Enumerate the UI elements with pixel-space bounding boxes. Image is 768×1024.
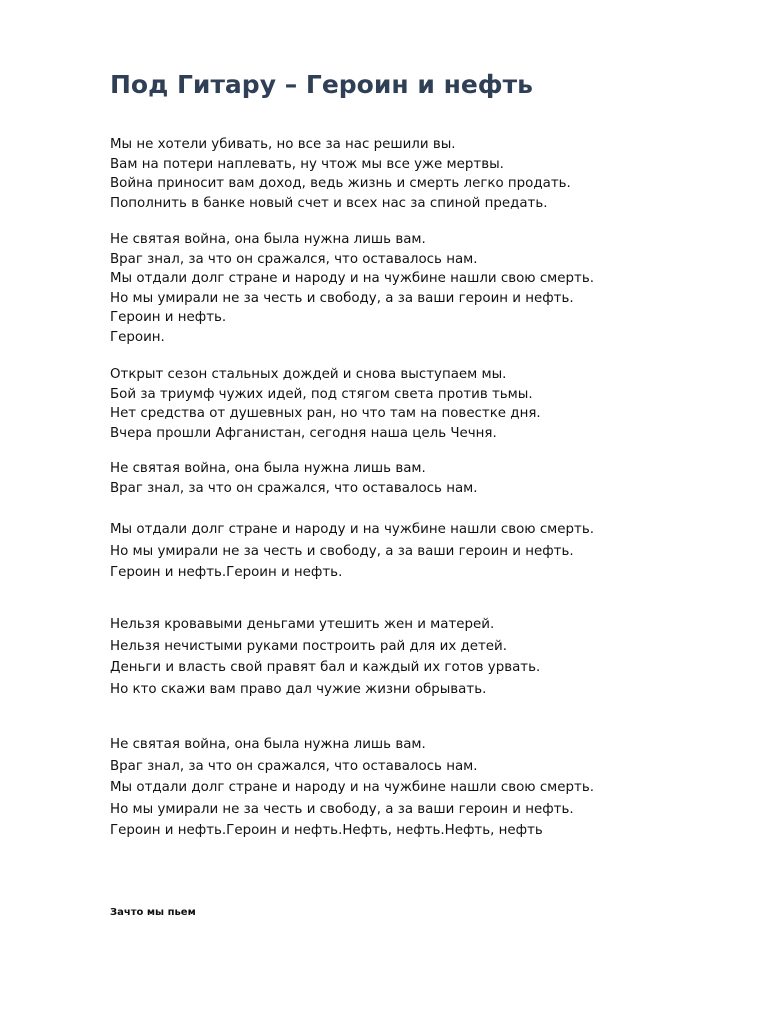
lyric-line: Война приносит вам доход, ведь жизнь и смерть легко продать. xyxy=(110,176,571,191)
lyric-line: Не святая война, она была нужна лишь вам. xyxy=(110,232,426,247)
lyric-line: Пополнить в банке новый счет и всех нас за спиной предать. xyxy=(110,195,548,211)
lyric-line: Враг знал, за что он сражался, что оставалось нам. xyxy=(110,251,478,267)
stanza-1 xyxy=(110,135,571,213)
stanza-3 xyxy=(110,365,541,443)
lyric-line: Мы не хотели убивать, но все за нас решили вы. xyxy=(110,137,456,152)
lyric-line: Героин и нефть.Героин и нефть.Нефть, нефть.Нефть, нефть xyxy=(110,823,543,838)
stanza-6 xyxy=(110,614,540,700)
lyric-line: Мы отдали долг стране и народу и на чужбине нашли свою смерть. xyxy=(110,271,594,286)
stanza-4 xyxy=(110,459,478,498)
lyric-line: Героин и нефть. xyxy=(110,310,227,325)
footer-link-text: Зачто мы пьем xyxy=(110,907,196,918)
lyric-line: Открыт сезон стальных дождей и снова выступаем мы. xyxy=(110,367,507,382)
stanza-2 xyxy=(110,230,594,347)
lyric-line: Нет средства от душевных ран, но что там на повестке дня. xyxy=(110,406,541,421)
lyric-line: Но мы умирали не за честь и свободу, а за ваши героин и нефть. xyxy=(110,290,574,306)
stanza-5 xyxy=(110,519,594,584)
lyric-line: Но кто скажи вам право дал чужие жизни обрывать. xyxy=(110,681,487,697)
lyric-line: Не святая война, она была нужна лишь вам. xyxy=(110,461,426,476)
lyric-line: Враг знал, за что он сражался, что оставалось нам. xyxy=(110,480,478,496)
lyric-line: Нельзя нечистыми руками построить рай для их детей. xyxy=(110,638,507,654)
lyric-line: Вчера прошли Афганистан, сегодня наша цель Чечня. xyxy=(110,425,497,441)
song-title: Под Гитару – Героин и нефть xyxy=(110,70,533,99)
lyric-line: Героин и нефть.Героин и нефть. xyxy=(110,565,343,580)
lyric-line: Вам на потери наплевать, ну чтож мы все уже мертвы. xyxy=(110,156,504,172)
lyric-line: Враг знал, за что он сражался, что оставалось нам. xyxy=(110,758,478,774)
lyric-line: Героин. xyxy=(110,329,165,345)
lyric-line: Деньги и власть свой правят бал и каждый их готов урвать. xyxy=(110,660,541,675)
lyric-line: Мы отдали долг стране и народу и на чужбине нашли свою смерть. xyxy=(110,780,594,795)
lyric-line: Мы отдали долг стране и народу и на чужбине нашли свою смерть. xyxy=(110,522,594,537)
lyric-line: Не святая война, она была нужна лишь вам. xyxy=(110,737,426,752)
lyric-line: Бой за триумф чужих идей, под стягом света против тьмы. xyxy=(110,386,533,402)
lyric-line: Нельзя кровавыми деньгами утешить жен и матерей. xyxy=(110,617,495,632)
stanza-7 xyxy=(110,734,594,842)
lyric-line: Но мы умирали не за честь и свободу, а за ваши героин и нефть. xyxy=(110,543,574,559)
lyric-line: Но мы умирали не за честь и свободу, а за ваши героин и нефть. xyxy=(110,801,574,817)
